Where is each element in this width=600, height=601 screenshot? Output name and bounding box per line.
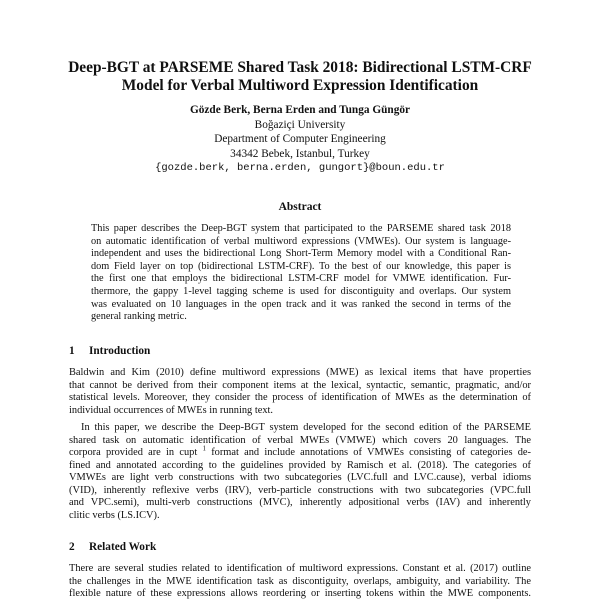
body-line: and VPC.semi), multi-verb constructions (MVC), inherently adpositional verbs (IAV) and inherently xyxy=(69,497,531,509)
body-line: There are several studies related to identification of multiword expressions. Constant et al. (2017) outline xyxy=(69,563,531,574)
section-heading-related-work xyxy=(69,541,156,553)
abstract-line: This paper describes the Deep-BGT system that participated to the PARSEME shared task 2018 xyxy=(91,223,511,234)
text-segment: format and include annotations of VMWEs consisting of categories de- xyxy=(205,447,531,459)
body-line: clitic verbs (LS.ICV). xyxy=(69,509,160,521)
body-line: the challenges in the MWE identification task as discontiguity, overlaps, ambiguity, and variability. The xyxy=(69,575,531,587)
abstract-line: general ranking metric. xyxy=(91,311,187,323)
footnote-marker[interactable]: 1 xyxy=(202,444,206,453)
paper-title xyxy=(40,59,560,95)
author-block xyxy=(40,103,560,176)
section-number: 2 xyxy=(69,541,75,553)
abstract-line: was evaluated on 10 languages in the open track and it was ranked the second in terms of the xyxy=(91,298,511,310)
body-line-with-footnote xyxy=(69,444,531,460)
body-line: statistical levels. Moreover, they consider the process of identification of MWEs as the determination of xyxy=(69,392,531,404)
section-title: Related Work xyxy=(89,541,157,553)
body-line: Baldwin and Kim (2010) define multiword expressions (MWE) as lexical items that have properties xyxy=(69,367,531,378)
affiliation-address: 34342 Bebek, Istanbul, Turkey xyxy=(230,147,370,160)
related-work-paragraph xyxy=(69,563,531,601)
abstract-line: on automatic identification of verbal multiword expressions (VMWEs). Our system is language- xyxy=(91,235,511,247)
author-emails: {gozde.berk, berna.erden, gungort}@boun.edu.tr xyxy=(155,162,445,174)
body-line: flexible nature of these expressions allows reordering or inserting tokens within the MWE components. xyxy=(69,588,531,600)
author-names: Gözde Berk, Berna Erden and Tunga Güngör xyxy=(189,104,411,116)
text-segment: corpora provided are in cupt xyxy=(69,447,198,459)
abstract-line: independent and uses the bidirectional Long Short-Term Memory model with a Conditional Ran- xyxy=(91,248,511,260)
abstract-body xyxy=(91,223,511,324)
body-line: VMWEs are light verb constructions with two subcategories (LVC.full and LVC.cause), verbal idioms xyxy=(69,472,531,484)
section-title: Introduction xyxy=(89,345,151,357)
abstract-line: the first one that employs the bidirectional LSTM-CRF model for VMWE identification. Fur- xyxy=(91,273,511,285)
affiliation-department: Department of Computer Engineering xyxy=(214,133,386,145)
abstract-line: dom Field layer on top (bidirectional LSTM-CRF). To the best of our knowledge, this paper is xyxy=(91,260,511,272)
body-line: that cannot be derived from their component items at the lexical, syntactic, semantic, pragmatic, and/or xyxy=(69,379,531,391)
section-heading-introduction xyxy=(69,345,150,357)
body-line: In this paper, we describe the Deep-BGT system developed for the second edition of the PARSEME xyxy=(81,422,531,433)
title-line-2: Model for Verbal Multiword Expression Identification xyxy=(121,77,479,94)
body-line: (VID), inherently reflexive verbs (IRV), verb-particle constructions with two subcategories (VPC.full xyxy=(69,484,531,496)
section-number: 1 xyxy=(69,345,75,357)
abstract-heading: Abstract xyxy=(278,201,322,213)
body-line: individual occurrences of MWEs in running text. xyxy=(69,404,274,416)
title-line-1: Deep-BGT at PARSEME Shared Task 2018: Bidirectional LSTM-CRF xyxy=(68,59,532,76)
body-line: fined and annotated according to the guidelines provided by Ramisch et al. (2018). The categories of xyxy=(69,459,531,471)
body-line: shared task on automatic identification of verbal MWEs (VMWE) which covers 20 languages. The xyxy=(69,434,531,446)
introduction-paragraph-2 xyxy=(69,422,531,522)
introduction-paragraph-1 xyxy=(69,367,531,417)
abstract-line: thermore, the gappy 1-level tagging scheme is used for discontiguity and overlaps. Our system xyxy=(91,285,511,297)
affiliation-university: Boğaziçi University xyxy=(254,118,346,131)
